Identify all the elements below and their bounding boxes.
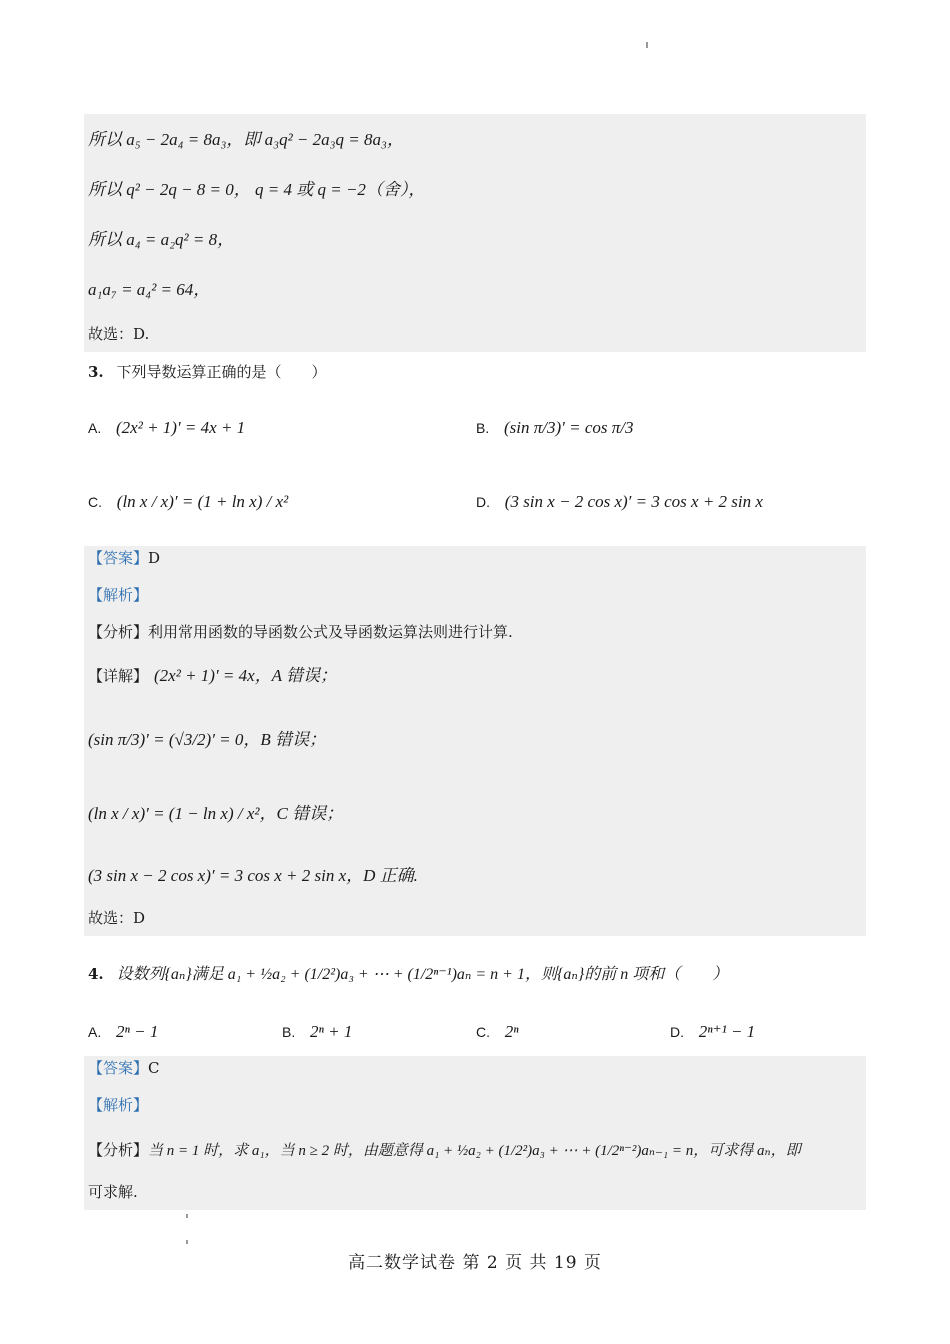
solution-conclusion: 故选：D.	[88, 325, 150, 343]
q3-option-d[interactable]: D. (3 sin x − 2 cos x)′ = 3 cos x + 2 sin x	[476, 492, 763, 511]
q3-detail-a: 【详解】 (2x² + 1)′ = 4x，A 错误；	[88, 666, 338, 685]
scan-mark	[186, 1214, 188, 1218]
q4-analysis-tag: 【解析】	[88, 1096, 149, 1114]
q4-option-b[interactable]: B. 2ⁿ + 1	[282, 1022, 353, 1041]
solution-line-4: a₁a₇ = a₄² = 64，	[88, 280, 211, 299]
q3-option-a[interactable]: A. (2x² + 1)′ = 4x + 1	[88, 418, 246, 437]
question-text: 下列导数运算正确的是（ ）	[116, 363, 327, 381]
q4-fenxi-cont: 可求解.	[88, 1183, 138, 1201]
q3-answer: 【答案】D	[88, 549, 161, 567]
solution-line-2: 所以 q² − 2q − 8 = 0， q = 4 或 q = −2（舍），	[88, 180, 426, 199]
question-3-stem	[88, 360, 326, 384]
question-4-stem	[88, 962, 728, 987]
q4-fenxi: 【分析】当 n = 1 时，求 a₁，当 n ≥ 2 时，由题意得 a₁ + ½a₂ + (1/2²)a₃ + ⋯ + (1/2ⁿ⁻²)aₙ₋₁ = n，可求得 aₙ，即	[88, 1141, 801, 1159]
q3-conclusion: 故选：D	[88, 909, 146, 927]
q3-option-c[interactable]: C. (ln x / x)′ = (1 + ln x) / x²	[88, 492, 289, 511]
question-number: 4.	[88, 965, 104, 983]
q3-detail-c: (ln x / x)′ = (1 − ln x) / x²，C 错误；	[88, 804, 344, 823]
q3-detail-d: (3 sin x − 2 cos x)′ = 3 cos x + 2 sin x，D 正确.	[88, 866, 418, 885]
q4-solution-block	[84, 1056, 866, 1210]
solution-line-3: 所以 a₄ = a₂q² = 8，	[88, 230, 235, 249]
q3-option-b[interactable]: B. (sin π/3)′ = cos π/3	[476, 418, 634, 437]
q3-fenxi: 【分析】利用常用函数的导函数公式及导函数运算法则进行计算.	[88, 623, 513, 641]
question-text: 设数列{aₙ}满足 a₁ + ½a₂ + (1/2²)a₃ + ⋯ + (1/2ⁿ⁻¹)aₙ = n + 1，则{aₙ}的前 n 项和（ ）	[116, 966, 729, 983]
q4-option-c[interactable]: C. 2ⁿ	[476, 1022, 519, 1041]
scan-mark	[646, 42, 648, 48]
solution-line-1: 所以 a₅ − 2a₄ = 8a₃，即 a₃q² − 2a₃q = 8a₃，	[88, 130, 404, 149]
q4-option-a[interactable]: A. 2ⁿ − 1	[88, 1022, 159, 1041]
q3-detail-b: (sin π/3)′ = (√3/2)′ = 0，B 错误；	[88, 730, 327, 749]
q3-analysis-tag: 【解析】	[88, 586, 149, 604]
page-footer: 高二数学试卷 第 2 页 共 19 页	[348, 1253, 602, 1273]
q4-answer: 【答案】C	[88, 1059, 160, 1077]
question-number: 3.	[88, 363, 104, 381]
q4-option-d[interactable]: D. 2ⁿ⁺¹ − 1	[670, 1022, 756, 1041]
scan-mark	[186, 1240, 188, 1244]
